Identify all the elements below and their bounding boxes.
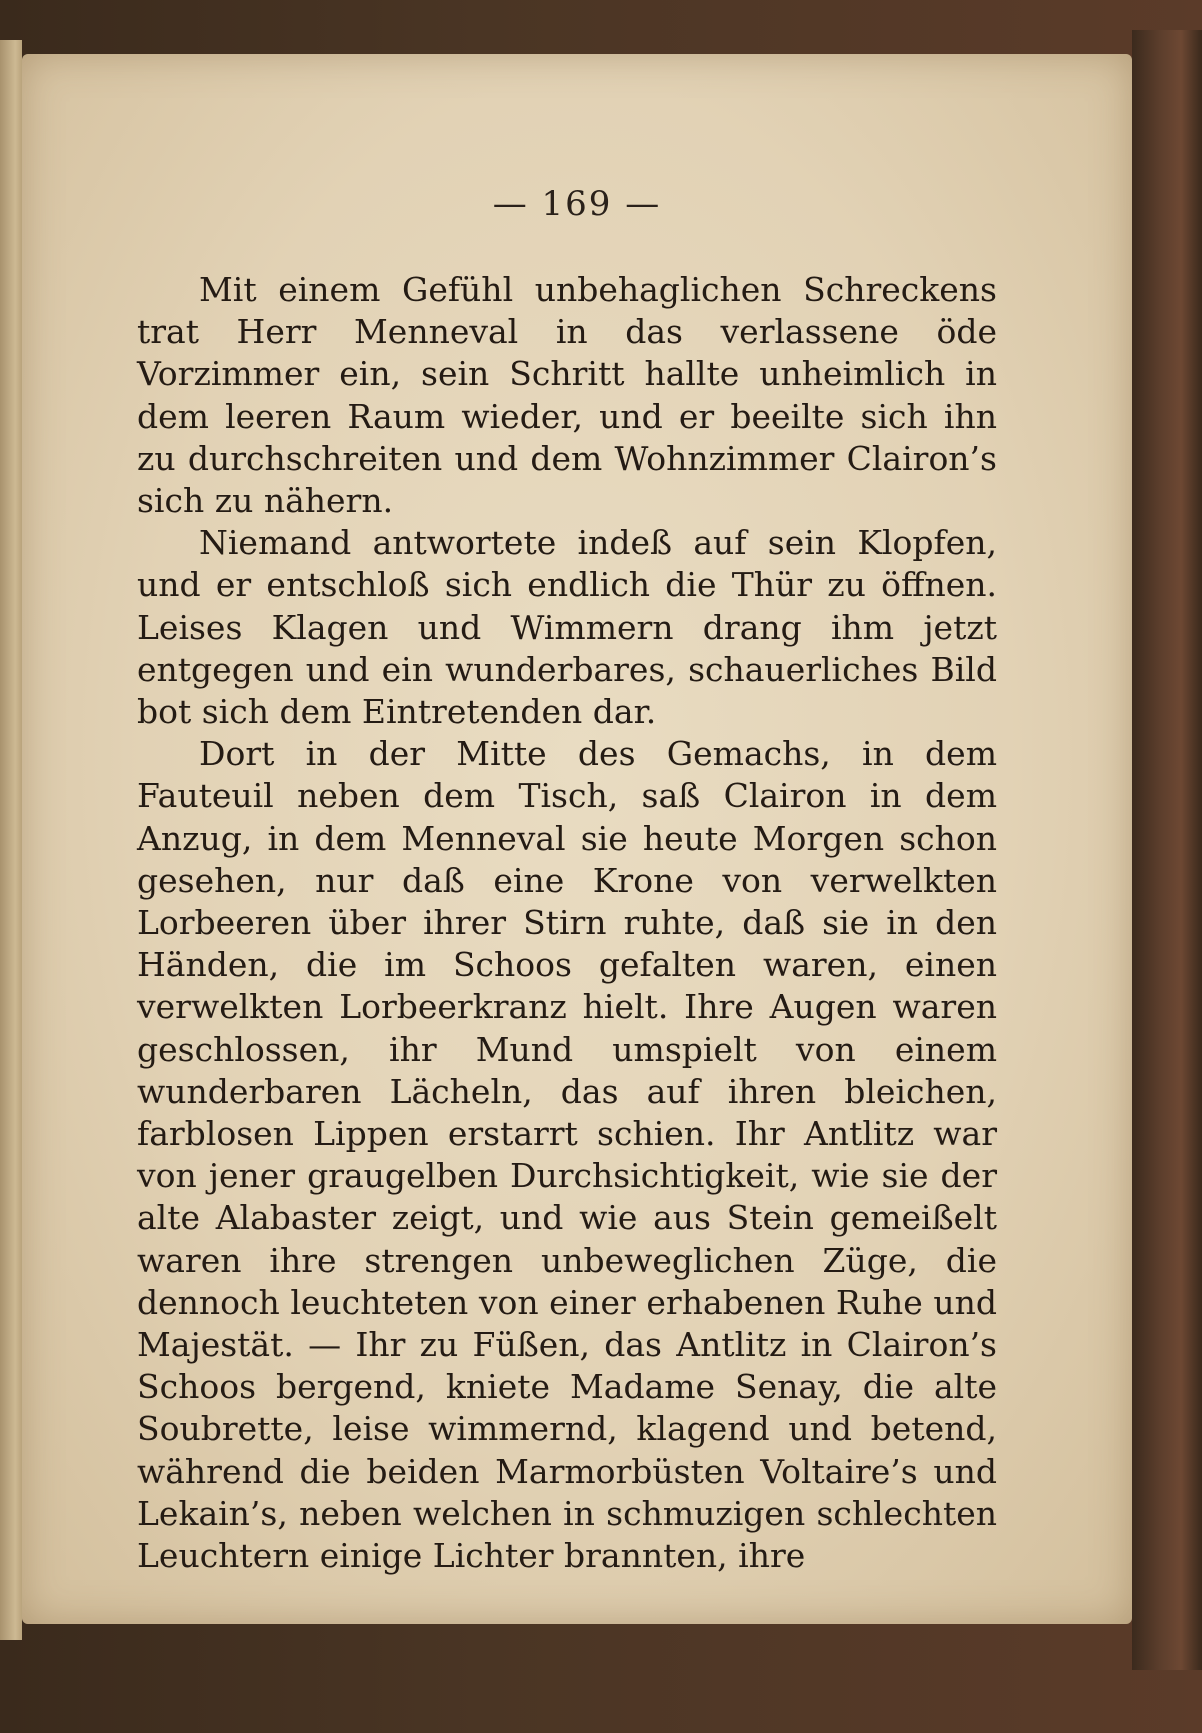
body-text <box>137 269 997 1577</box>
book-page <box>22 54 1132 1624</box>
paragraph-2: Niemand antwortete indeß auf sein Klopfen, und er entschloß sich endlich die Thür zu öffnen. Leises Klagen und Wimmern drang ihm jetzt entgegen und ein wunderbares, schauerliches Bild bot sich dem Eintretenden dar. <box>137 523 997 732</box>
book-cover-edge <box>1132 30 1202 1670</box>
paragraph-1: Mit einem Gefühl unbehaglichen Schreckens trat Herr Menneval in das verlassene öde Vorzimmer ein, sein Schritt hallte unheimlich in dem leeren Raum wieder, und er beeilte sich ihn zu durchschreiten und dem Wohnzimmer Clairon’s sich zu nähern. <box>137 270 997 521</box>
page-number: — 169 — <box>492 184 662 224</box>
paragraph-3: Dort in der Mitte des Gemachs, in dem Fauteuil neben dem Tisch, saß Clairon in dem Anzug, in dem Menneval sie heute Morgen schon gesehen, nur daß eine Krone von verwelkten Lorbeeren über ihrer Stirn ruhte, daß sie in den Händen, die im Schoos gefalten waren, einen verwelkten Lorbeerkranz hielt. Ihre Augen waren geschlossen, ihr Mund umspielt von einem wunderbaren Lächeln, das auf ihren bleichen, farblosen Lippen erstarrt schien. Ihr Antlitz war von jener graugelben Durchsichtigkeit, wie sie der alte Alabaster zeigt, und wie aus Stein gemeißelt waren ihre strengen unbeweglichen Züge, die dennoch leuchteten von einer erhabenen Ruhe und Majestät. — Ihr zu Füßen, das Antlitz in Clairon’s Schoos bergend, kniete Madame Senay, die alte Soubrette, leise wimmernd, klagend und betend, während die beiden Marmorbüsten Voltaire’s und Lekain’s, neben welchen in schmuzigen schlechten Leuchtern einige Lichter brannten, ihre <box>137 734 997 1576</box>
page-gutter <box>0 40 22 1640</box>
